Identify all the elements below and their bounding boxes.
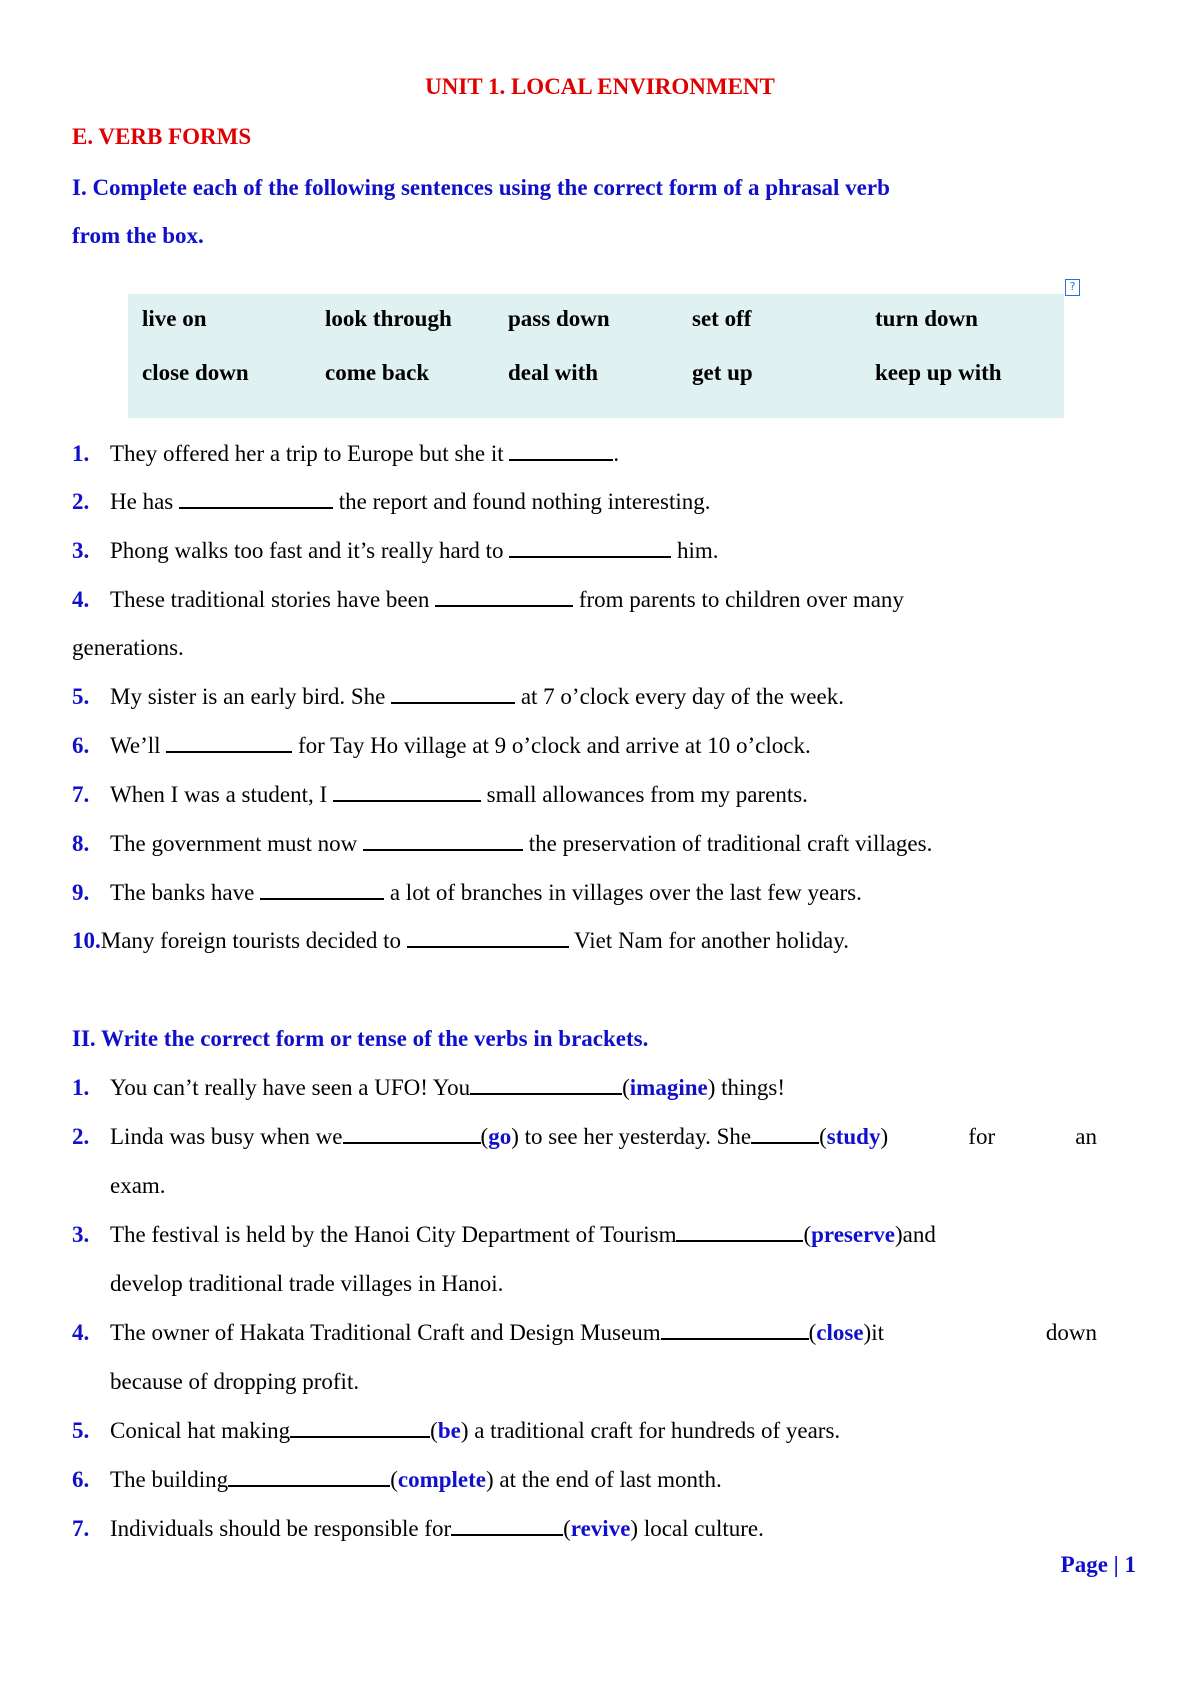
question-text: ) things! (707, 1075, 786, 1100)
word-box-item: get up (692, 360, 753, 385)
question-line: 4. The owner of Hakata Traditional Craft and Design Museum (close)it down (72, 1309, 1097, 1357)
question-text: for (968, 1124, 996, 1149)
question-number: 10. (72, 928, 101, 953)
verb-question-4 (72, 1309, 1142, 1357)
question-text: We’ll (110, 733, 167, 758)
question-text: ) at the end of last month. (486, 1467, 722, 1492)
word-box-item: look through (325, 306, 452, 331)
question-number: 1. (72, 441, 90, 466)
answer-blank[interactable] (676, 1218, 803, 1242)
question-number: 6. (72, 1467, 90, 1492)
question-6 (72, 722, 1142, 770)
question-text: Conical hat making (110, 1418, 291, 1443)
question-4 (72, 576, 1142, 624)
question-number: 1. (72, 1075, 90, 1100)
answer-blank[interactable] (260, 876, 384, 900)
question-2 (72, 478, 1142, 526)
question-text: a lot of branches in villages over the last few years. (384, 880, 862, 905)
word-box-item: turn down (875, 306, 978, 331)
question-number: 6. (72, 733, 90, 758)
verb-hint: study (826, 1124, 881, 1149)
verb-hint: preserve (811, 1222, 896, 1247)
question-10 (72, 917, 1142, 965)
section-title: E. VERB FORMS (72, 124, 252, 149)
verb-hint: be (437, 1418, 461, 1443)
question-text: Linda was busy when we (110, 1124, 343, 1149)
question-text: from parents to children over many (573, 587, 904, 612)
question-text: ) a traditional craft for hundreds of years. (460, 1418, 841, 1443)
question-number: 3. (72, 1222, 90, 1247)
answer-blank[interactable] (509, 437, 613, 461)
verb-hint: imagine (629, 1075, 708, 1100)
question-text: Individuals should be responsible for (110, 1516, 452, 1541)
question-number: 9. (72, 880, 90, 905)
question-text: down (1045, 1320, 1097, 1345)
question-text: Phong walks too fast and it’s really hard to (110, 538, 510, 563)
answer-blank[interactable] (470, 1071, 622, 1095)
question-line: 2. Linda was busy when we (go) to see her yesterday. She (study) for an (72, 1113, 1097, 1161)
question-text: him. (671, 538, 719, 563)
question-text: The government must now (110, 831, 363, 856)
question-number: 4. (72, 587, 90, 612)
answer-blank[interactable] (435, 583, 573, 607)
verb-hint: close (816, 1320, 864, 1345)
question-text: ) to see her yesterday. She (511, 1124, 752, 1149)
question-9 (72, 869, 1142, 917)
question-text: Viet Nam for another holiday. (568, 928, 850, 953)
question-text: They offered her a trip to Europe but she it (110, 441, 510, 466)
question-number: 5. (72, 684, 90, 709)
verb-hint: go (488, 1124, 512, 1149)
question-number: 8. (72, 831, 90, 856)
question-1 (72, 430, 1142, 478)
question-text: When I was a student, I (110, 782, 333, 807)
question-number: 2. (72, 489, 90, 514)
question-text: for Tay Ho village at 9 o’clock and arrive at 10 o’clock. (292, 733, 811, 758)
verb-question-1: 1. You can’t really have seen a UFO! You (imagine) things! (72, 1064, 1142, 1112)
question-number: 2. (72, 1124, 90, 1149)
answer-blank[interactable] (451, 1512, 563, 1536)
question-text: You can’t really have seen a UFO! You (110, 1075, 471, 1100)
question-text: The festival is held by the Hanoi City Department of Tourism (110, 1222, 677, 1247)
part1-instruction-line2: from the box. (72, 223, 204, 248)
question-4-continued: generations. (72, 635, 184, 660)
answer-blank[interactable] (179, 485, 333, 509)
question-number: 7. (72, 1516, 90, 1541)
verb-question-4-continued: because of dropping profit. (110, 1369, 360, 1394)
verb-question-7: 7. Individuals should be responsible for (revive) local culture. (72, 1505, 1142, 1553)
word-box-item: deal with (508, 360, 599, 385)
question-number: 4. (72, 1320, 90, 1345)
question-text: He has (110, 489, 179, 514)
question-text: Many foreign tourists decided to (100, 928, 407, 953)
question-text: )and (895, 1222, 936, 1247)
verb-question-5: 5. Conical hat making (be) a traditional craft for hundreds of years. (72, 1407, 1142, 1455)
question-text: the preservation of traditional craft villages. (522, 831, 933, 856)
answer-blank[interactable] (333, 778, 481, 802)
verb-question-3: 3. The festival is held by the Hanoi City Department of Tourism (preserve)and (72, 1211, 1142, 1259)
unit-title: UNIT 1. LOCAL ENVIRONMENT (425, 74, 775, 99)
question-text: at 7 o’clock every day of the week. (515, 684, 844, 709)
answer-blank[interactable] (407, 924, 569, 948)
page-number: Page | 1 (1060, 1552, 1136, 1577)
question-text: The owner of Hakata Traditional Craft and Design Museum (110, 1320, 661, 1345)
word-box-item: keep up with (875, 360, 1002, 385)
question-text: The building (110, 1467, 229, 1492)
question-text: small allowances from my parents. (480, 782, 808, 807)
question-8 (72, 820, 1142, 868)
answer-blank[interactable] (166, 729, 292, 753)
word-box-item: come back (325, 360, 430, 385)
answer-blank[interactable] (343, 1120, 481, 1144)
verb-question-3-continued: develop traditional trade villages in Hanoi. (110, 1271, 504, 1296)
question-5 (72, 673, 1142, 721)
answer-blank[interactable] (661, 1316, 809, 1340)
part1-instruction-line1: I. Complete each of the following sentences using the correct form of a phrasal verb (72, 175, 890, 200)
help-icon[interactable]: ? (1065, 279, 1080, 296)
question-text: . (613, 441, 620, 466)
question-3 (72, 527, 1142, 575)
question-text: an (1075, 1124, 1097, 1149)
question-7 (72, 771, 1142, 819)
answer-blank[interactable] (228, 1463, 390, 1487)
answer-blank[interactable] (290, 1414, 430, 1438)
question-text: )it (863, 1320, 884, 1345)
verb-hint: complete (397, 1467, 486, 1492)
verb-hint: revive (570, 1516, 631, 1541)
part2-instruction: II. Write the correct form or tense of the verbs in brackets. (72, 1026, 649, 1051)
answer-blank[interactable] (509, 534, 671, 558)
question-number: 5. (72, 1418, 90, 1443)
verb-question-2-continued: exam. (110, 1173, 166, 1198)
question-text: The banks have (110, 880, 261, 905)
question-text: My sister is an early bird. She (110, 684, 392, 709)
word-box (128, 294, 1064, 418)
question-text: the report and found nothing interesting. (332, 489, 711, 514)
word-box-item: set off (692, 306, 752, 331)
word-box-item: close down (142, 360, 249, 385)
question-number: 3. (72, 538, 90, 563)
question-number: 7. (72, 782, 90, 807)
word-box-item: live on (142, 306, 207, 331)
answer-blank[interactable] (391, 680, 515, 704)
word-box-item: pass down (508, 306, 610, 331)
answer-blank[interactable] (363, 827, 523, 851)
question-text: ) local culture. (630, 1516, 764, 1541)
answer-blank[interactable] (751, 1120, 819, 1144)
question-text: These traditional stories have been (110, 587, 436, 612)
verb-question-6: 6. The building (complete) at the end of last month. (72, 1456, 1142, 1504)
verb-question-2 (72, 1113, 1142, 1161)
